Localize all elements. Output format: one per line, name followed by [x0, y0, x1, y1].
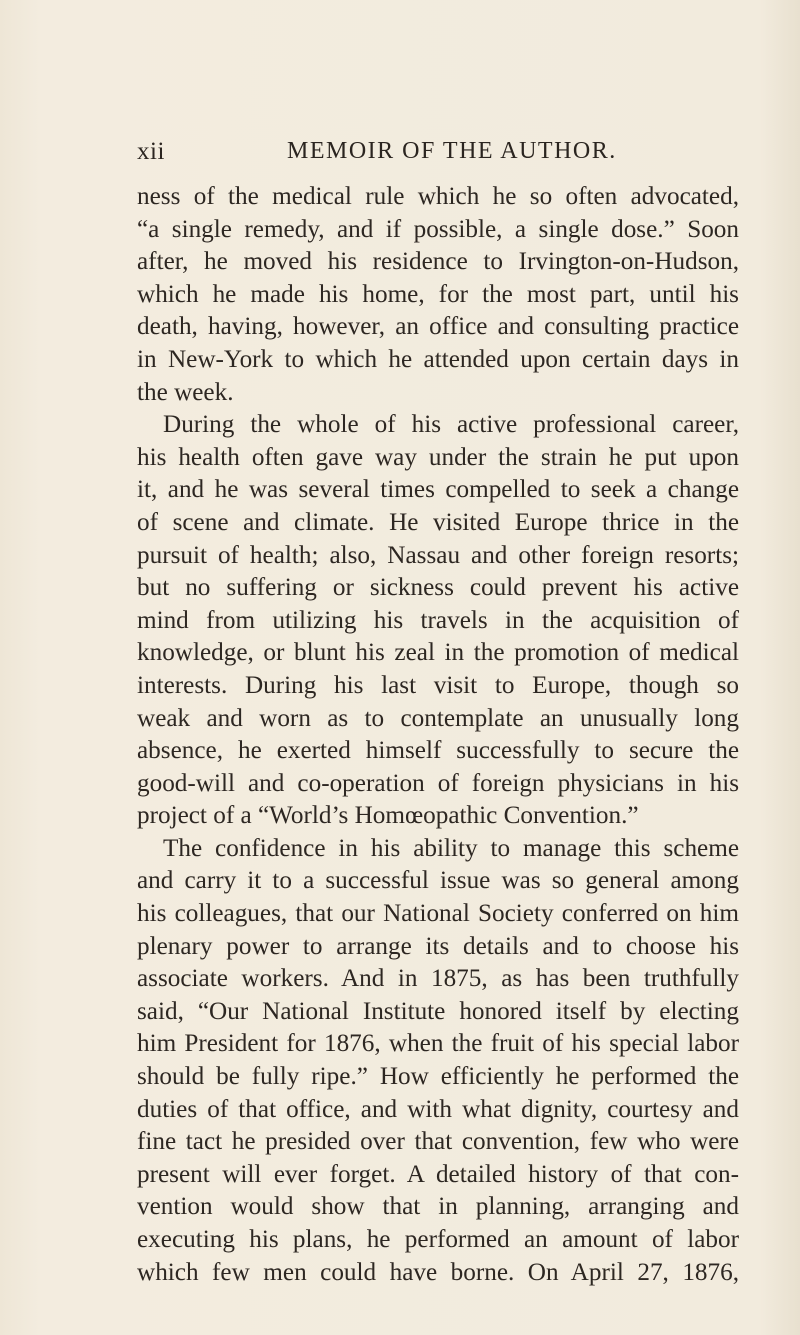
text-line: The confidence in his ability to manage this scheme [163, 834, 739, 862]
text-line: his colleagues, that our National Society conferred on him [137, 900, 739, 928]
text-line: him President for 1876, when the fruit of his special labor [137, 1030, 739, 1058]
text-line: of scene and climate. He visited Europe thrice in the [137, 508, 739, 536]
text-line: plenary power to arrange its details and to choose his [137, 932, 739, 960]
page-header [137, 138, 757, 172]
text-line: in New-York to which he attended upon certain days in [137, 345, 739, 373]
text-line: mind from utilizing his travels in the acquisition of [137, 606, 739, 634]
text-line: and carry it to a successful issue was so general among [137, 867, 739, 895]
text-line: which few men could have borne. On April 27, 1876, [137, 1258, 739, 1286]
text-line: said, “Our National Institute honored itself by electing [137, 997, 739, 1025]
text-line: which he made his home, for the most part, until his [137, 280, 739, 308]
text-line: weak and worn as to contemplate an unusually long [137, 704, 739, 732]
text-line: executing his plans, he performed an amount of labor [137, 1226, 739, 1253]
text-line: knowledge, or blunt his zeal in the promotion of medical [137, 639, 739, 667]
text-line: associate workers. And in 1875, as has been truthfully [137, 965, 739, 993]
text-line: “a single remedy, and if possible, a single dose.” Soon [137, 215, 739, 243]
text-line: project of a “World’s Homœopathic Convention.” [137, 802, 639, 830]
text-line: vention would show that in planning, arranging and [137, 1193, 739, 1221]
running-head: MEMOIR OF THE AUTHOR. [287, 138, 617, 164]
text-line: pursuit of health; also, Nassau and other foreign resorts; [137, 541, 739, 569]
text-line: fine tact he presided over that convention, few who were [137, 1128, 739, 1156]
text-line: present will ever forget. A detailed history of that con- [137, 1160, 739, 1188]
text-line: the week. [137, 378, 234, 406]
text-line: after, he moved his residence to Irvington-on-Hudson, [137, 248, 739, 276]
text-line: his health often gave way under the strain he put upon [137, 443, 739, 471]
text-line: duties of that office, and with what dignity, courtesy and [137, 1095, 739, 1123]
text-line: interests. During his last visit to Europe, though so [137, 671, 739, 699]
text-line: good-will and co-operation of foreign physicians in his [137, 769, 739, 797]
text-line: ness of the medical rule which he so often advocated, [137, 183, 739, 210]
text-line: it, and he was several times compelled to seek a change [137, 476, 739, 504]
body-text [137, 181, 739, 1289]
text-line: absence, he exerted himself successfully to secure the [137, 737, 739, 765]
text-line: should be fully ripe.” How efficiently he performed the [137, 1063, 739, 1091]
text-line: death, having, however, an office and consulting practice [137, 313, 739, 341]
text-line: During the whole of his active professional career, [163, 411, 739, 439]
text-line: but no suffering or sickness could prevent his active [137, 574, 739, 602]
page-number: xii [137, 138, 165, 165]
